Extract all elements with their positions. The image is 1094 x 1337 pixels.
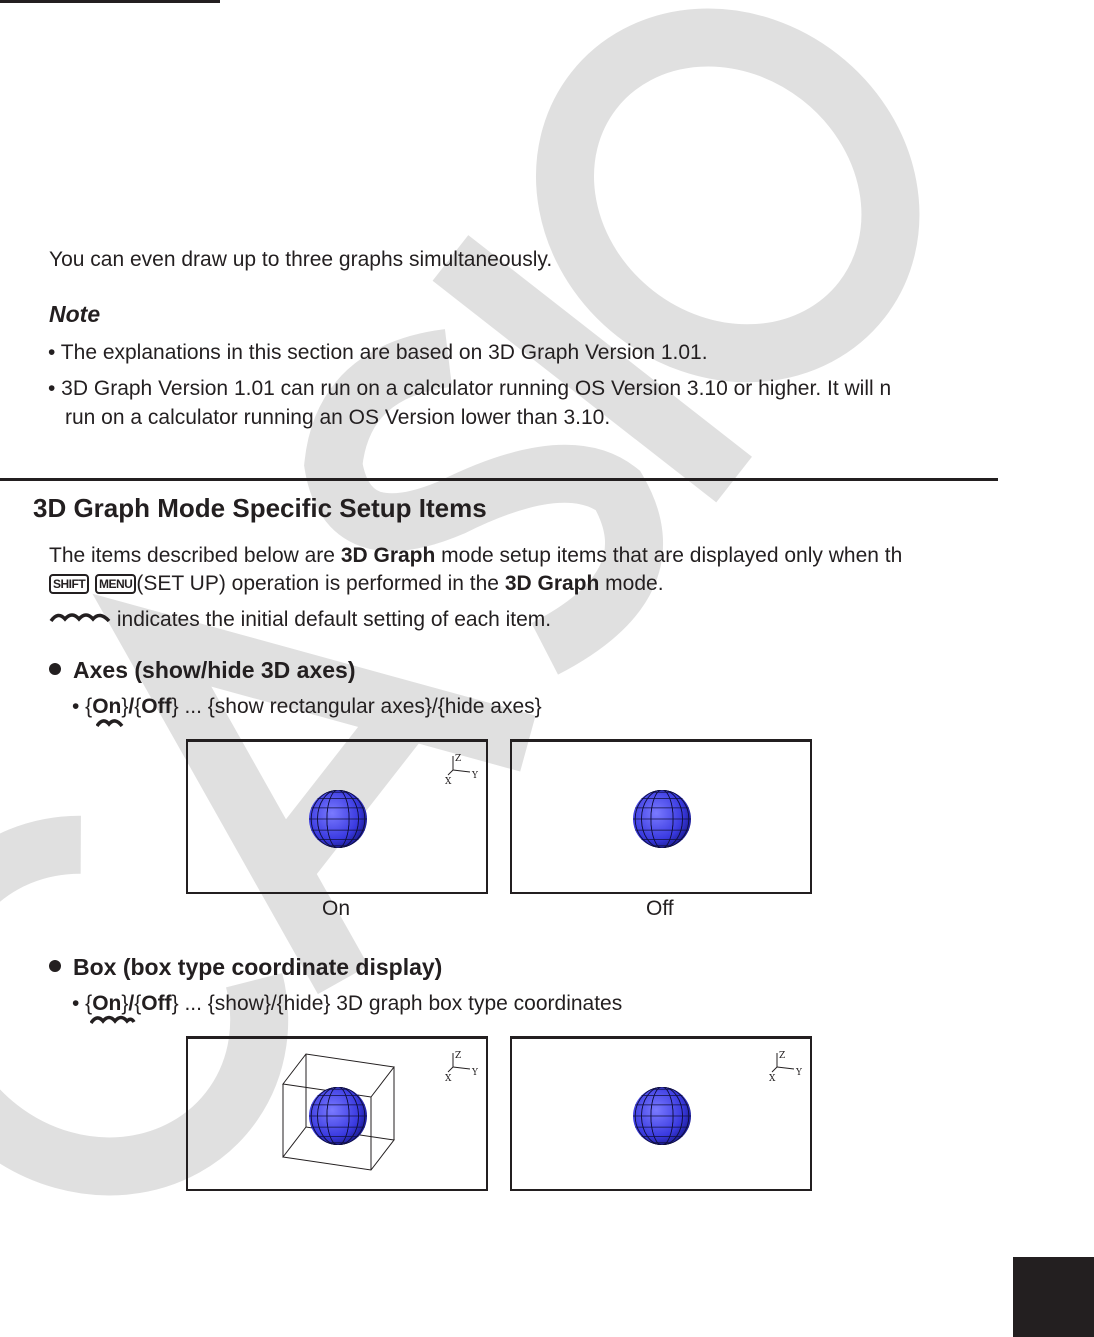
option-on: On xyxy=(92,695,122,718)
x-axis-label: X xyxy=(445,777,452,787)
note-item: • The explanations in this section are based on 3D Graph Version 1.01. xyxy=(48,341,708,364)
default-note xyxy=(49,608,551,632)
screen-box-on xyxy=(186,1036,488,1191)
z-axis-label: Z xyxy=(779,1051,786,1061)
desc-text: mode setup items that are displayed only when th xyxy=(435,544,903,567)
x-axis-label: X xyxy=(769,1074,776,1084)
menu-key-icon: MENU xyxy=(95,574,136,594)
shift-key-icon: SHIFT xyxy=(49,574,89,594)
top-rule xyxy=(0,0,220,3)
bullet-icon xyxy=(49,960,61,972)
note-item-continued: run on a calculator running an OS Version lower than 3.10. xyxy=(65,406,611,429)
wavy-underline-icon xyxy=(90,1014,136,1026)
axes-title: Axes (show/hide 3D axes) xyxy=(73,657,356,683)
z-axis-label: Z xyxy=(455,754,462,764)
option-off: Off xyxy=(141,992,172,1015)
intro-text: You can even draw up to three graphs simultaneously. xyxy=(49,248,553,271)
box-heading xyxy=(49,954,442,981)
box-options: • {On }/{Off} ... {show}/{hide} 3D graph box type coordinates xyxy=(72,992,622,1016)
note-item: • 3D Graph Version 1.01 can run on a calculator running OS Version 3.10 or higher. It will n xyxy=(48,377,892,400)
mode-name: 3D Graph xyxy=(340,544,436,567)
screen-axes-off xyxy=(510,739,812,894)
z-axis-label: Z xyxy=(455,1051,462,1061)
section-rule xyxy=(0,478,998,481)
note-heading: Note xyxy=(49,301,101,327)
axes-options: • {On }/{Off} ... {show rectangular axes}/{hide axes} xyxy=(72,695,542,719)
caption-on: On xyxy=(322,897,351,920)
y-axis-label: Y xyxy=(472,771,478,781)
desc-text: (SET UP) operation is performed in the xyxy=(136,572,505,595)
axes-desc: ... {show rectangular axes}/{hide axes} xyxy=(184,695,542,718)
wavy-underline-icon xyxy=(49,611,111,625)
mode-name: 3D Graph xyxy=(504,572,600,595)
section-title: 3D Graph Mode Specific Setup Items xyxy=(33,493,487,523)
caption-off: Off xyxy=(646,897,674,920)
option-on: On xyxy=(92,992,122,1015)
y-axis-label: Y xyxy=(796,1068,802,1078)
bullet-icon xyxy=(49,663,61,675)
option-off: Off xyxy=(141,695,172,718)
box-desc: ... {show}/{hide} 3D graph box type coordinates xyxy=(184,992,623,1015)
box-title: Box (box type coordinate display) xyxy=(73,954,443,980)
desc-text: The items described below are xyxy=(49,544,341,567)
wavy-underline-icon xyxy=(96,717,126,729)
desc-text: mode. xyxy=(599,572,664,595)
watermark-letter-i xyxy=(450,258,734,480)
default-note-text: indicates the initial default setting of each item. xyxy=(116,608,552,631)
axes-heading xyxy=(49,657,356,684)
y-axis-label: Y xyxy=(472,1068,478,1078)
page-tab xyxy=(1013,1257,1094,1337)
section-desc-line2 xyxy=(49,572,664,596)
screen-box-off xyxy=(510,1036,812,1191)
screen-axes-on xyxy=(186,739,488,894)
x-axis-label: X xyxy=(445,1074,452,1084)
section-desc-line1 xyxy=(49,544,902,568)
